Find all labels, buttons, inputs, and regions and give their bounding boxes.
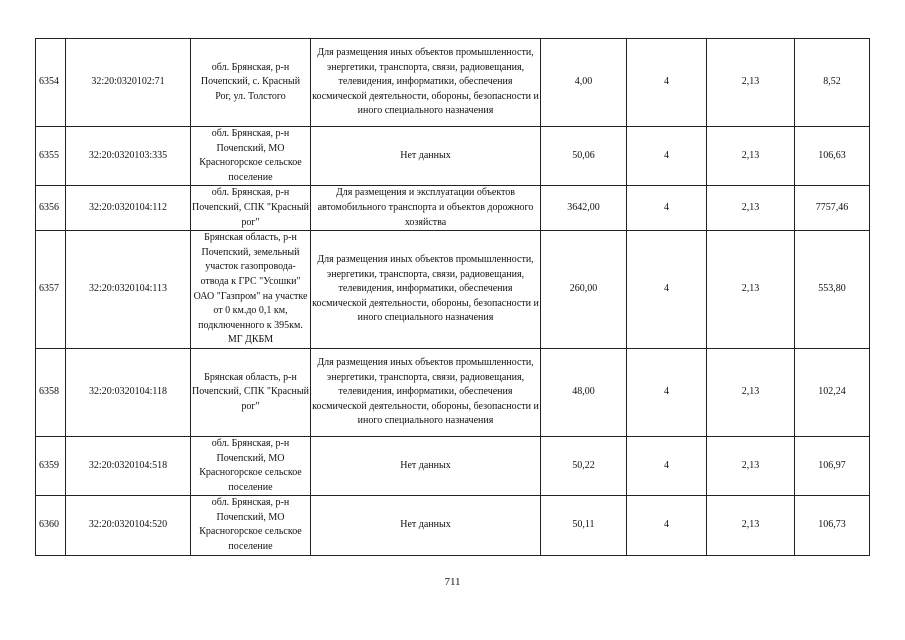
category: 4 [627,39,707,127]
rate: 2,13 [707,496,795,555]
land-register-table [35,38,870,556]
category: 4 [627,186,707,231]
rate: 2,13 [707,436,795,495]
address: Брянская область, р-н Почепский, СПК "Красный рог" [191,348,311,436]
permitted-use: Нет данных [311,436,541,495]
cadastral-number: 32:20:0320104:520 [66,496,191,555]
area: 48,00 [541,348,627,436]
table-row [36,186,870,231]
cadastral-number: 32:20:0320102:71 [66,39,191,127]
table-row [36,127,870,186]
table-body [36,39,870,556]
area: 260,00 [541,231,627,349]
permitted-use: Для размещения иных объектов промышленности, энергетики, транспорта, связи, радиовещания, телевидения, информатики, обеспечения космической деятельности, обороны, безопасности и иного специального назначения [311,231,541,349]
rate: 2,13 [707,186,795,231]
permitted-use: Для размещения и эксплуатации объектов автомобильного транспорта и объектов дорожного хозяйства [311,186,541,231]
table-row [36,348,870,436]
row-number: 6356 [36,186,66,231]
area: 50,06 [541,127,627,186]
permitted-use: Нет данных [311,496,541,555]
cadastral-number: 32:20:0320103:335 [66,127,191,186]
table-row [36,231,870,349]
rate: 2,13 [707,39,795,127]
row-number: 6357 [36,231,66,349]
rate: 2,13 [707,231,795,349]
value: 553,80 [795,231,870,349]
address: обл. Брянская, р-н Почепский, МО Красногорское сельское поселение [191,127,311,186]
rate: 2,13 [707,348,795,436]
value: 106,63 [795,127,870,186]
cadastral-number: 32:20:0320104:112 [66,186,191,231]
area: 50,22 [541,436,627,495]
row-number: 6358 [36,348,66,436]
value: 8,52 [795,39,870,127]
table-row [36,39,870,127]
value: 106,73 [795,496,870,555]
rate: 2,13 [707,127,795,186]
row-number: 6355 [36,127,66,186]
row-number: 6354 [36,39,66,127]
permitted-use: Для размещения иных объектов промышленности, энергетики, транспорта, связи, радиовещания, телевидения, информатики, обеспечения космической деятельности, обороны, безопасности и иного специального назначения [311,348,541,436]
address: обл. Брянская, р-н Почепский, МО Красногорское сельское поселение [191,436,311,495]
area: 3642,00 [541,186,627,231]
cadastral-number: 32:20:0320104:118 [66,348,191,436]
area: 50,11 [541,496,627,555]
cadastral-number: 32:20:0320104:113 [66,231,191,349]
cadastral-number: 32:20:0320104:518 [66,436,191,495]
permitted-use: Для размещения иных объектов промышленности, энергетики, транспорта, связи, радиовещания, телевидения, информатики, обеспечения космической деятельности, обороны, безопасности и иного специального назначения [311,39,541,127]
category: 4 [627,496,707,555]
table-row [36,436,870,495]
category: 4 [627,127,707,186]
category: 4 [627,436,707,495]
value: 7757,46 [795,186,870,231]
value: 106,97 [795,436,870,495]
row-number: 6360 [36,496,66,555]
category: 4 [627,348,707,436]
address: Брянская область, р-н Почепский, земельный участок газопровода-отвода к ГРС "Усошки" ОАО "Газпром" на участке от 0 км.до 0,1 км, подключенного к 395км. МГ ДКБМ [191,231,311,349]
address: обл. Брянская, р-н Почепский, МО Красногорское сельское поселение [191,496,311,555]
address: обл. Брянская, р-н Почепский, СПК "Красный рог" [191,186,311,231]
category: 4 [627,231,707,349]
value: 102,24 [795,348,870,436]
row-number: 6359 [36,436,66,495]
address: обл. Брянская, р-н Почепский, с. Красный Рог, ул. Толстого [191,39,311,127]
table-row [36,496,870,555]
area: 4,00 [541,39,627,127]
page-number: 711 [444,576,461,588]
permitted-use: Нет данных [311,127,541,186]
